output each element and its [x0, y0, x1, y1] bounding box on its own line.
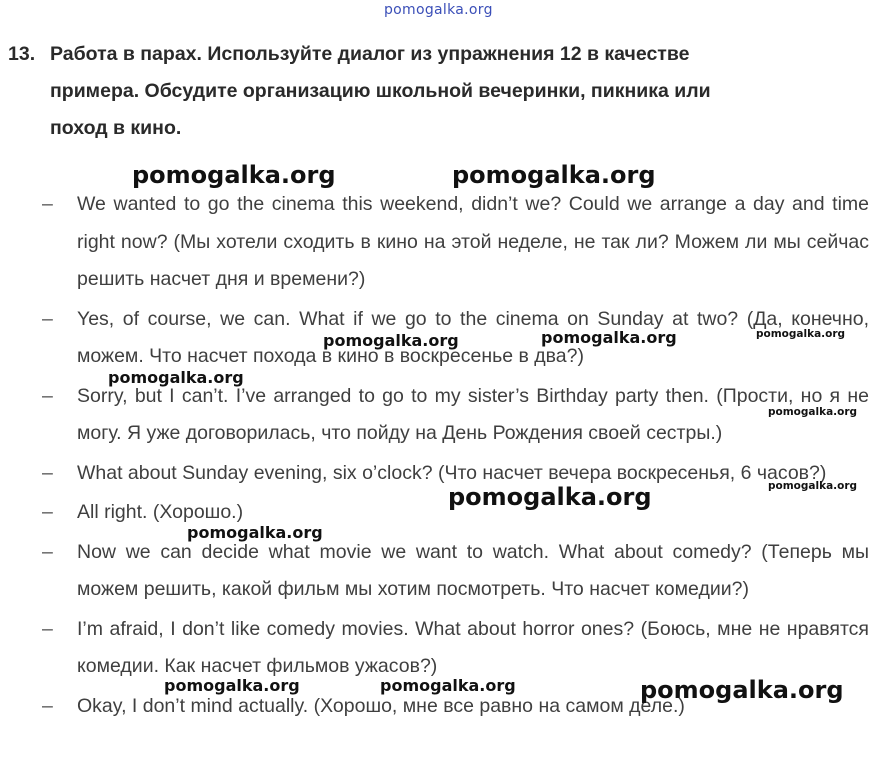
- dialog-list: [0, 186, 885, 727]
- dash-marker: –: [42, 384, 53, 407]
- dialog-line: – We wanted to go the cinema this weekend, didn’t we? Could we arrange a day and time right now? (Мы хотели сходить в кино на этой неделе, не так ли? Можем ли мы сейчас решить насчет дня и времени?): [0, 186, 869, 299]
- watermark: pomogalka.org: [768, 480, 858, 492]
- dash-marker: –: [42, 193, 53, 215]
- task-heading: [8, 36, 868, 147]
- dialog-line: – What about Sunday evening, six o’clock? (Что насчет вечера воскресенья, 6 часов?): [0, 455, 869, 493]
- task-number: 13.: [8, 43, 36, 65]
- watermark: pomogalka.org: [187, 523, 323, 542]
- dialog-line: – I’m afraid, I don’t like comedy movies. What about horror ones? (Боюсь, мне не нравятся комедии. Как насчет фильмов ужасов?): [0, 611, 869, 686]
- watermark: pomogalka.org: [448, 483, 652, 511]
- header-watermark: pomogalka.org: [384, 2, 493, 18]
- watermark: pomogalka.org: [108, 368, 244, 387]
- dash-marker: –: [42, 694, 53, 717]
- dialog-line: – Now we can decide what movie we want to watch. What about comedy? (Теперь мы можем решить, какой фильм мы хотим посмотреть. Что насчет комедии?): [0, 534, 869, 609]
- watermark: pomogalka.org: [541, 328, 677, 347]
- dash-marker: –: [42, 617, 53, 640]
- task-line-2: примера. Обсудите организацию школьной вечеринки, пикника или: [50, 80, 711, 102]
- watermark: pomogalka.org: [756, 328, 846, 340]
- dash-marker: –: [42, 307, 53, 330]
- dash-marker: –: [42, 540, 53, 563]
- watermark: pomogalka.org: [452, 161, 656, 189]
- dash-marker: –: [42, 461, 53, 484]
- watermark: pomogalka.org: [132, 161, 336, 189]
- dialog-line: – All right. (Хорошо.): [0, 494, 869, 532]
- watermark: pomogalka.org: [164, 676, 300, 695]
- dialog-line: – Okay, I don’t mind actually. (Хорошо, мне все равно на самом деле.): [0, 688, 869, 726]
- dialog-line: – Yes, of course, we can. What if we go to the cinema on Sunday at two? (Да, конечно, можем. Что насчет похода в кино в воскресенье в два?): [0, 301, 869, 376]
- watermark: pomogalka.org: [323, 331, 459, 350]
- dash-marker: –: [42, 501, 53, 523]
- watermark: pomogalka.org: [380, 676, 516, 695]
- task-line-3: поход в кино.: [50, 117, 182, 139]
- watermark: pomogalka.org: [768, 406, 858, 418]
- watermark: pomogalka.org: [640, 676, 844, 704]
- dialog-line: – Sorry, but I can’t. I’ve arranged to go to my sister’s Birthday party then. (Прости, но я не могу. Я уже договорилась, что пойду на День Рождения своей сестры.): [0, 378, 869, 453]
- task-line-1: 13. Работа в парах. Используйте диалог из упражнения 12 в качестве: [8, 36, 868, 73]
